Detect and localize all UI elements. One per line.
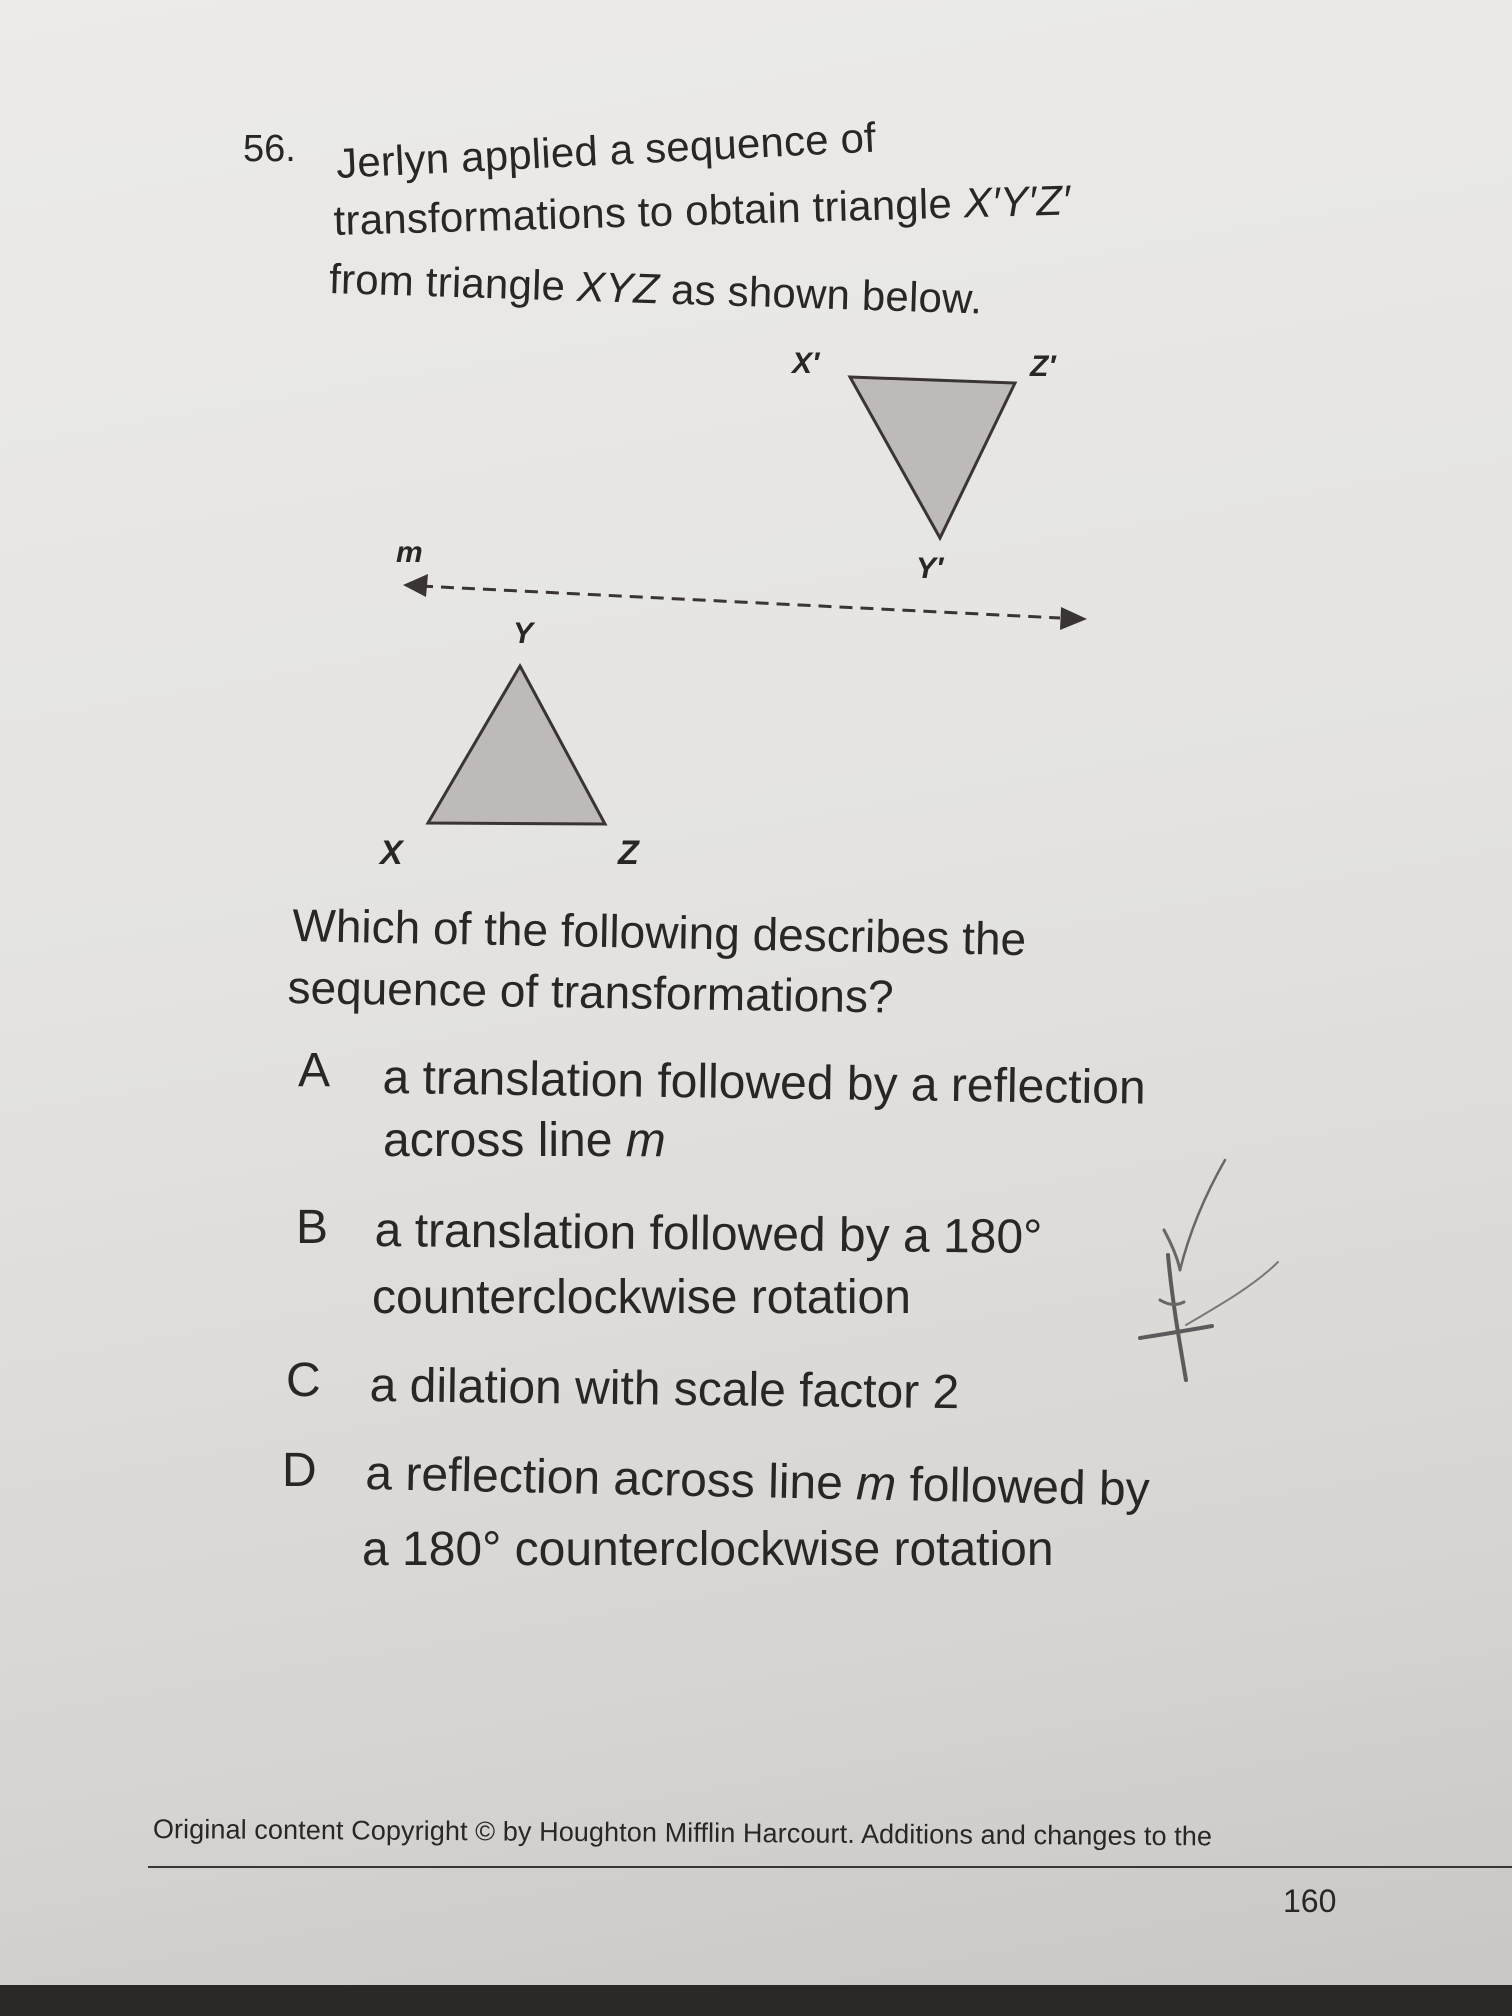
prompt-line-1: Which of the following describes the — [291, 898, 1027, 966]
label-z-prime: Z′ — [1030, 350, 1056, 383]
option-b-letter: B — [296, 1201, 329, 1254]
option-d-letter: D — [282, 1444, 317, 1497]
footer-divider — [148, 1866, 1512, 1868]
option-d-line-2: a 180° counterclockwise rotation — [362, 1523, 1054, 1576]
triangle-image-name: X′Y′Z′ — [963, 176, 1071, 227]
prompt-line-2: sequence of transformations? — [287, 960, 894, 1023]
label-x-prime: X′ — [792, 347, 820, 380]
label-x: X — [380, 834, 403, 872]
option-a-letter: A — [298, 1044, 331, 1097]
page-number: 160 — [1283, 1883, 1337, 1919]
option-b-line-1: a translation followed by a 180° — [374, 1204, 1043, 1264]
label-z: Z — [618, 834, 639, 872]
triangle-preimage-name: XYZ — [576, 262, 661, 313]
question-number: 56. — [243, 128, 296, 170]
question-line-1: Jerlyn applied a sequence of — [335, 113, 877, 187]
option-a-line-1: a translation followed by a reflection — [382, 1050, 1147, 1115]
question-line-3: from triangle XYZ as shown below. — [328, 255, 983, 323]
option-a-line-2: across line m — [383, 1114, 666, 1167]
option-d-line-1: a reflection across line m followed by — [364, 1446, 1151, 1517]
copyright-footer: Original content Copyright © by Houghton Mifflin Harcourt. Additions and changes to the — [152, 1814, 1213, 1852]
option-b-line-2: counterclockwise rotation — [372, 1271, 911, 1324]
label-y: Y — [513, 617, 534, 650]
question-line-2: transformations to obtain triangle X′Y′Z′ — [333, 176, 1071, 244]
label-y-prime: Y′ — [916, 552, 944, 585]
option-c-letter: C — [286, 1354, 321, 1407]
label-m: m — [396, 536, 423, 569]
option-c-line-1: a dilation with scale factor 2 — [369, 1358, 960, 1420]
